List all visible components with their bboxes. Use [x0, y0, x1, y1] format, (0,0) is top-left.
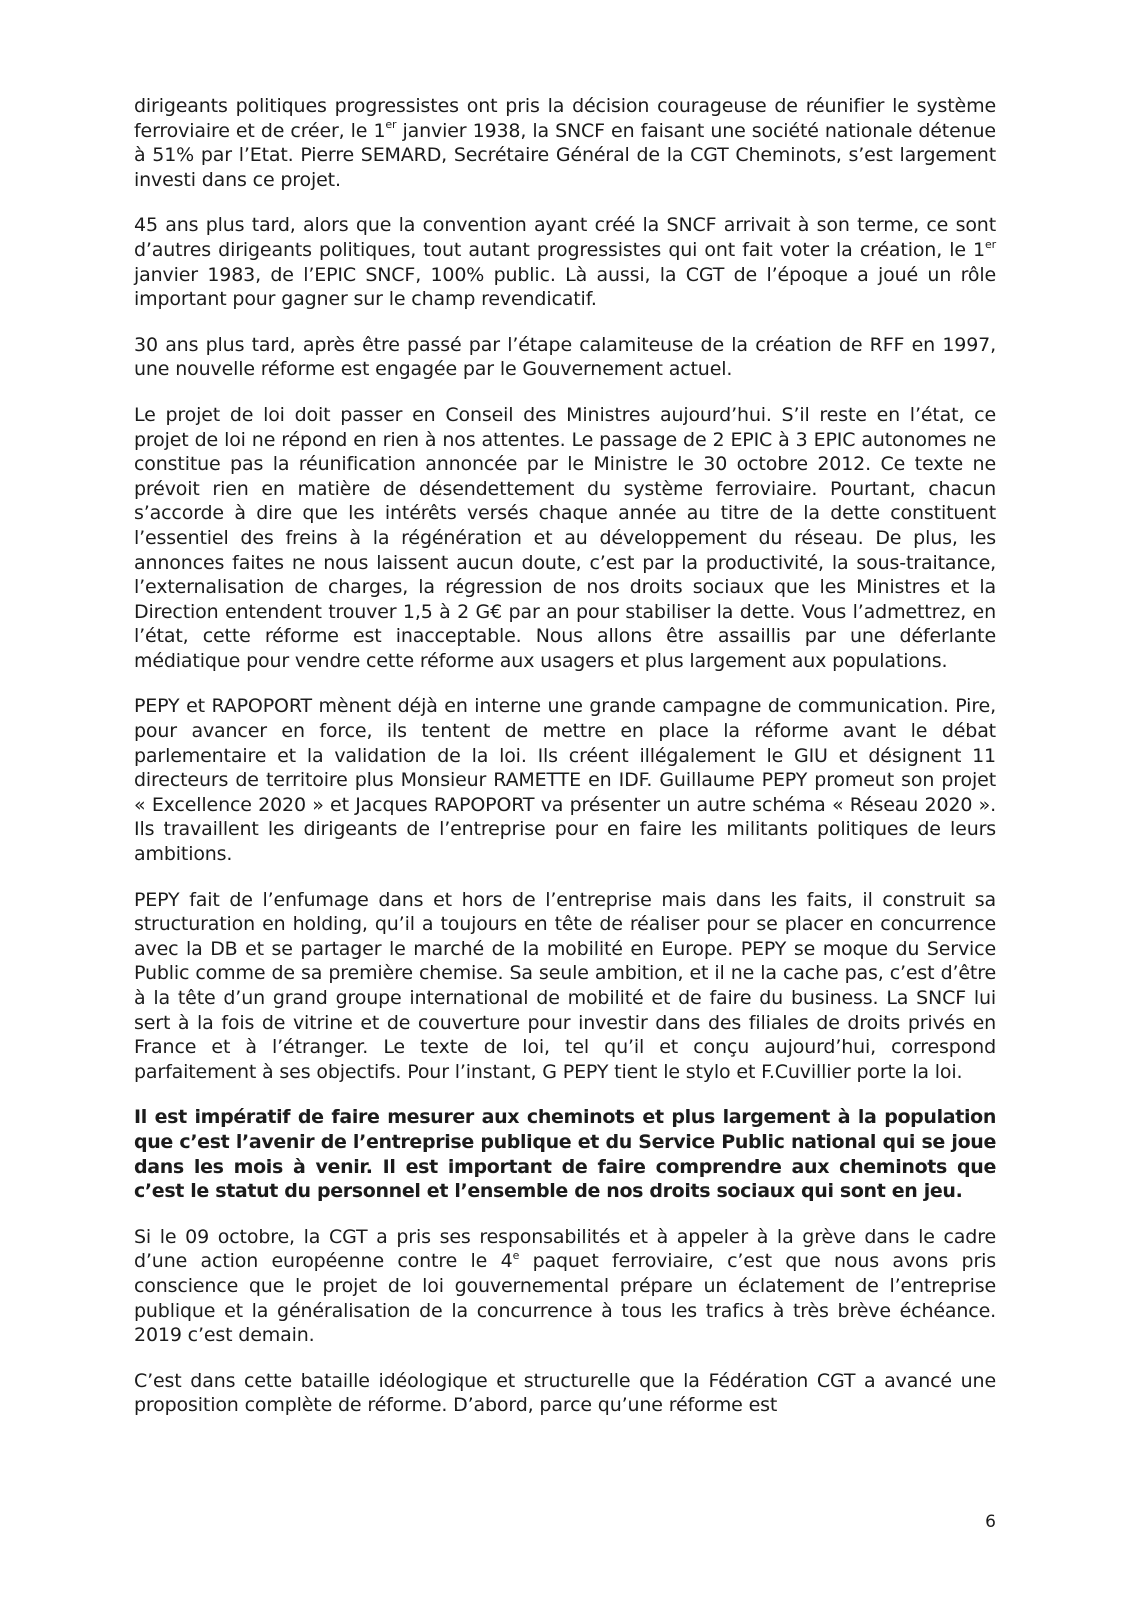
- paragraph: [134, 1369, 996, 1418]
- paragraph-text: PEPY fait de l’enfumage dans et hors de l’entreprise mais dans les faits, il construit sa structuration en holding, qu’il a toujours en tête de réaliser pour se placer en concurrence avec la DB et se partager le marché de la mobilité en Europe. PEPY se moque du Service Public comme de sa première chemise. Sa seule ambition, et il ne la cache pas, c’est d’être à la tête d’un grand groupe international de mobilité et de faire du business. La SNCF lui sert à la fois de vitrine et de couverture pour investir dans des filiales de droits privés en France et à l’étranger. Le texte de loi, tel qu’il et conçu aujourd’hui, correspond parfaitement à ses objectifs. Pour l’instant, G PEPY tient le stylo et F.Cuvillier porte la loi.: [134, 888, 996, 1083]
- paragraph: [134, 1225, 996, 1348]
- paragraph-text: Le projet de loi doit passer en Conseil des Ministres aujourd’hui. S’il reste en l’état, ce projet de loi ne répond en rien à nos attentes. Le passage de 2 EPIC à 3 EPIC autonomes ne constitue pas la réunification annoncée par le Ministre le 30 octobre 2012. Ce texte ne prévoit rien en matière de désendettement du système ferroviaire. Pourtant, chacun s’accorde à dire que les intérêts versés chaque année au titre de la dette constituent l’essentiel des freins à la régénération et au développement du réseau. De plus, les annonces faites ne nous laissent aucun doute, c’est par la productivité, la sous-traitance, l’externalisation de charges, la régression de nos droits sociaux que les Ministres et la Direction entendent trouver 1,5 à 2 G€ par an pour stabiliser la dette. Vous l’admettrez, en l’état, cette réforme est inacceptable. Nous allons être assaillis par une déferlante médiatique pour vendre cette réforme aux usagers et plus largement aux populations.: [134, 403, 996, 672]
- paragraph-text: PEPY et RAPOPORT mènent déjà en interne une grande campagne de communication. Pire, pour avancer en force, ils tentent de mettre en place la réforme avant le débat parlementaire et la validation de la loi. Ils créent illégalement le GIU et désignent 11 directeurs de territoire plus Monsieur RAMETTE en IDF. Guillaume PEPY promeut son projet « Excellence 2020 » et Jacques RAPOPORT va présenter un autre schéma « Réseau 2020 ». Ils travaillent les dirigeants de l’entreprise pour en faire les militants politiques de leurs ambitions.: [134, 695, 996, 866]
- paragraph: [134, 403, 996, 674]
- paragraph-text: dirigeants politiques progressistes ont pris la décision courageuse de réunifier le système ferroviaire et de créer, le 1: [134, 95, 996, 142]
- paragraph-text: Si le 09 octobre, la CGT a pris ses responsabilités et à appeler à la grève dans le cadre d’une action européenne contre le 4: [134, 1225, 996, 1273]
- paragraph-text: 45 ans plus tard, alors que la convention ayant créé la SNCF arrivait à son terme, ce sont d’autres dirigeants politiques, tout autant progressistes qui ont fait voter la création, le 1: [134, 214, 996, 261]
- superscript: e: [512, 1249, 520, 1263]
- paragraph-text: janvier 1938, la SNCF en faisant une société nationale détenue à 51% par l’Etat. Pierre SEMARD, Secrétaire Général de la CGT Cheminots, s’est largement investi dans ce projet.: [134, 119, 996, 191]
- paragraph-text: paquet ferroviaire, c’est que nous avons pris conscience que le projet de loi gouvernemental prépare un éclatement de l’entreprise publique et la généralisation de la concurrence à tous les trafics à très brève échéance. 2019 c’est demain.: [134, 1250, 996, 1347]
- paragraph-text: Il est impératif de faire mesurer aux cheminots et plus largement à la population que c’est l’avenir de l’entreprise publique et du Service Public national qui se joue dans les mois à venir. Il est important de faire comprendre aux cheminots que c’est le statut du personnel et l’ensemble de nos droits sociaux qui sont en jeu.: [134, 1106, 996, 1203]
- superscript: er: [385, 118, 397, 132]
- superscript: er: [985, 237, 996, 251]
- paragraph-text: janvier 1983, de l’EPIC SNCF, 100% public. Là aussi, la CGT de l’époque a joué un rôle important pour gagner sur le champ revendicatif.: [134, 263, 996, 311]
- paragraph-text: C’est dans cette bataille idéologique et structurelle que la Fédération CGT a avancé une proposition complète de réforme. D’abord, parce qu’une réforme est: [134, 1369, 996, 1417]
- document-page: [134, 94, 996, 1439]
- page-number: 6: [985, 1512, 996, 1532]
- paragraph: [134, 213, 996, 311]
- paragraph-emphasis: [134, 1105, 996, 1203]
- paragraph-text: 30 ans plus tard, après être passé par l’étape calamiteuse de la création de RFF en 1997, une nouvelle réforme est engagée par le Gouvernement actuel.: [134, 333, 996, 381]
- paragraph: [134, 694, 996, 866]
- paragraph: [134, 888, 996, 1085]
- paragraph: [134, 333, 996, 382]
- paragraph: [134, 94, 996, 192]
